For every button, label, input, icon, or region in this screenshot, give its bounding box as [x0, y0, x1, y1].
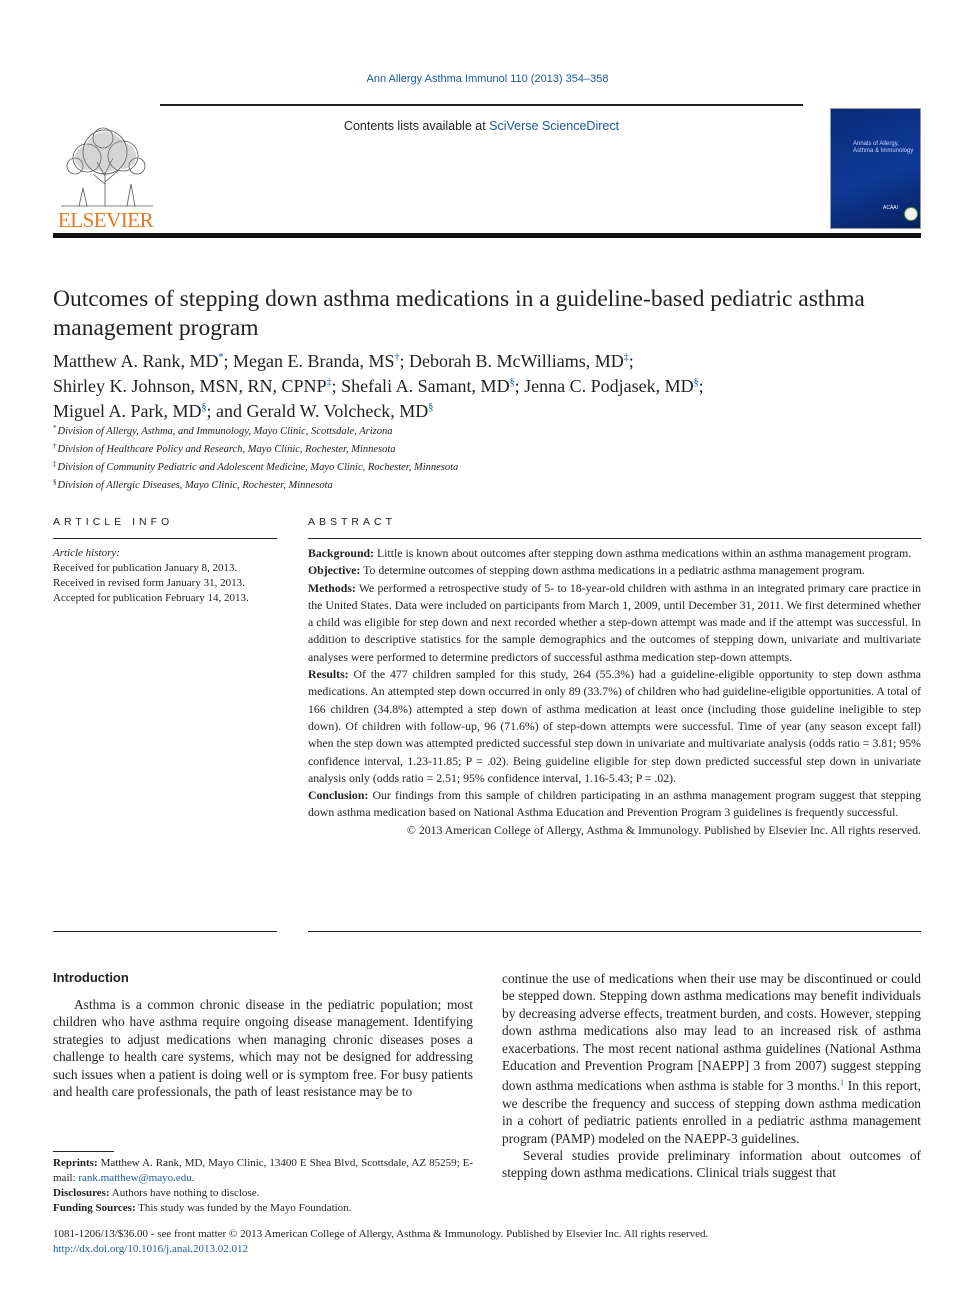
author[interactable]: Miguel A. Park, MD — [53, 401, 202, 421]
email-link[interactable]: rank.matthew@mayo.edu — [78, 1172, 192, 1184]
abstract-background: Background: Little is known about outcomes after stepping down asthma medications within an asthma management program. — [308, 546, 912, 560]
abstract-heading: ABSTRACT — [308, 516, 397, 528]
disclosures-note: Disclosures: Authors have nothing to disclose. — [53, 1187, 260, 1199]
introduction-heading: Introduction — [53, 970, 129, 985]
author-mark[interactable]: † — [394, 352, 400, 363]
article-info-bottom-rule — [53, 931, 277, 932]
body-left-column — [53, 996, 473, 1100]
author[interactable]: Shirley K. Johnson, MSN, RN, CPNP — [53, 376, 327, 396]
elsevier-tree-icon — [53, 124, 158, 208]
author-mark[interactable]: * — [218, 352, 224, 363]
abstract-objective: Objective: To determine outcomes of stepping down asthma medications in a pediatric asthma management program. — [308, 563, 865, 578]
history-item: Received in revised form January 31, 2013. — [53, 577, 245, 589]
sciencedirect-link[interactable]: SciVerse ScienceDirect — [489, 119, 620, 133]
author-mark[interactable]: § — [201, 402, 207, 413]
history-item: Accepted for publication February 14, 2013. — [53, 592, 249, 604]
affiliation-item: †Division of Healthcare Policy and Research, Mayo Clinic, Rochester, Minnesota — [53, 442, 396, 455]
author[interactable]: Jenna C. Podjasek, MD — [524, 376, 694, 396]
author-mark[interactable]: ‡ — [623, 352, 629, 363]
reprints-note: Reprints: Matthew A. Rank, MD, Mayo Clinic, 13400 E Shea Blvd, Scottsdale, AZ 85259; E-mail: rank.matthew@mayo.edu. — [53, 1157, 473, 1184]
author[interactable]: Matthew A. Rank, MD — [53, 351, 219, 371]
affiliation-item: §Division of Allergic Diseases, Mayo Clinic, Rochester, Minnesota — [53, 478, 333, 491]
author[interactable]: Gerald W. Volcheck, MD — [246, 401, 429, 421]
funding-note: Funding Sources: This study was funded by the Mayo Foundation. — [53, 1202, 352, 1214]
issn-line: 1081-1206/13/$36.00 - see front matter © 2013 American College of Allergy, Asthma & Immunology. Published by Elsevier Inc. All rights reserved. — [53, 1228, 709, 1240]
contents-availability — [160, 119, 803, 133]
author-mark[interactable]: ‡ — [326, 377, 332, 388]
journal-citation[interactable]: Ann Allergy Asthma Immunol 110 (2013) 354–358 — [366, 73, 609, 85]
author[interactable]: Deborah B. McWilliams, MD — [409, 351, 624, 371]
abstract-bottom-rule — [308, 931, 921, 932]
author-mark[interactable]: § — [693, 377, 699, 388]
body-paragraph: continue the use of medications when their use may be discontinued or could be stepped down. Stepping down asthma medications may benefit individuals by decreasing adverse effects, treatment burden, and costs. However, stepping down asthma medications also may lead to an increased risk of asthma exacerbations. The most recent national asthma guidelines (National Asthma Education and Prevention Program [NAEPP] 3 from 2007) suggest stepping down asthma medications when asthma is stable for 3 months.$^1$ In this report, we describe the frequency and success of stepping down asthma medication in a cohort of pediatric patients enrolled in a pediatric asthma management program (PAMP) modeled on the NAEPP-3 guidelines. — [502, 971, 921, 1146]
article-title: Outcomes of stepping down asthma medications in a guideline-based pediatric asthma management program — [53, 286, 865, 341]
author[interactable]: Megan E. Branda, MS — [233, 351, 395, 371]
affiliation-item: *Division of Allergy, Asthma, and Immunology, Mayo Clinic, Scottsdale, Arizona — [53, 424, 393, 437]
author-mark[interactable]: § — [509, 377, 515, 388]
abstract-rule — [308, 538, 921, 539]
abstract-results: Results: Of the 477 children sampled for this study, 264 (55.3%) had a guideline-eligible opportunity to step down asthma medications. An attempted step down occurred in only 89 (33.7%) of children who had guideline-eligible opportunities. A total of 166 children (34.8%) attempted a step down of asthma medication at least once (including those guideline ineligible to step down). Of children with follow-up, 96 (71.6%) of step-down attempts were successful. Time of year (any season except fall) when the step down was attempted predicted successful step down in univariate and multivariate analysis (odds ratio = 3.81; 95% confidence interval, 1.23-11.85; P = .02). Being guideline eligible for step down predicted successful step down in univariate analysis only (odds ratio = 2.51; 95% confidence interval, 1.16-5.43; P = .02). — [308, 667, 921, 785]
abstract-conclusion: Conclusion: Our findings from this sample of children participating in an asthma management program suggest that stepping down asthma medication based on National Asthma Education and Prevention Program 3 guidelines is frequently successful. — [308, 788, 921, 820]
cover-badge: ACAAI — [883, 205, 899, 211]
history-label: Article history: — [53, 547, 120, 559]
article-info-rule — [53, 538, 277, 539]
body-right-column — [502, 970, 921, 1182]
author-mark[interactable]: § — [428, 402, 434, 413]
header-rule — [160, 104, 803, 106]
author[interactable]: Shefali A. Samant, MD — [341, 376, 510, 396]
footnote-rule — [53, 1151, 114, 1152]
history-item: Received for publication January 8, 2013. — [53, 562, 238, 574]
author-list: Matthew A. Rank, MD*; Megan E. Branda, MS†; Deborah B. McWilliams, MD‡; Shirley K. Johnson, MSN, RN, CPNP‡; Shefali A. Samant, MD§; Jenna C. Podjasek, MD§; Miguel A. Park, MD§; and Gerald W. Volcheck, MD§ — [53, 351, 704, 421]
affiliation-item: ‡Division of Community Pediatric and Adolescent Medicine, Mayo Clinic, Rochester, Minnesota — [53, 460, 459, 473]
article-info-heading: ARTICLE INFO — [53, 516, 174, 528]
footnotes — [53, 1156, 473, 1216]
body-paragraph: Asthma is a common chronic disease in the pediatric population; most children who have asthma require ongoing disease management. Identifying strategies to adjust medications when managing chronic diseases poses a challenge to health care systems, which may not be designed for addressing such issues when a patient is doing well or is symptom free. For busy patients and health care professionals, the path of least resistance may be to — [53, 997, 473, 1100]
cover-title: Annals of Allergy, Asthma & Immunology — [853, 141, 914, 154]
header-thick-rule — [53, 233, 921, 238]
journal-cover[interactable] — [830, 108, 921, 229]
affiliations — [53, 421, 923, 493]
elsevier-logo — [53, 124, 158, 230]
contents-prefix: Contents lists available at — [343, 119, 490, 133]
bottom-metadata — [53, 1227, 923, 1257]
acaai-seal-icon — [904, 207, 918, 221]
abstract-methods: Methods: We performed a retrospective study of 5- to 18-year-old children with asthma in an integrated primary care practice in the United States. Data were included on participants from March 1, 2009, until December 31, 2011. We first determined whether a child was eligible for step down and next recorded whether a step-down attempt was made and if the attempt was successful. In addition to descriptive statistics for the sample demographics and the outcomes of stepping down, univariate and multivariate analyses were performed to determine predictors of successful asthma medication step-down attempts. — [308, 580, 921, 664]
article-history — [53, 546, 283, 606]
citation-ref[interactable]: 1 — [840, 1078, 845, 1088]
doi-link[interactable]: http://dx.doi.org/10.1016/j.anai.2013.02.012 — [53, 1243, 249, 1255]
abstract-copyright: © 2013 American College of Allergy, Asthma & Immunology. Published by Elsevier Inc. All rights reserved. — [406, 822, 921, 837]
elsevier-wordmark: ELSEVIER — [57, 208, 154, 232]
abstract-body — [308, 545, 921, 839]
body-paragraph: Several studies provide preliminary information about outcomes of stepping down asthma medications. Clinical trials suggest that — [502, 1148, 921, 1181]
